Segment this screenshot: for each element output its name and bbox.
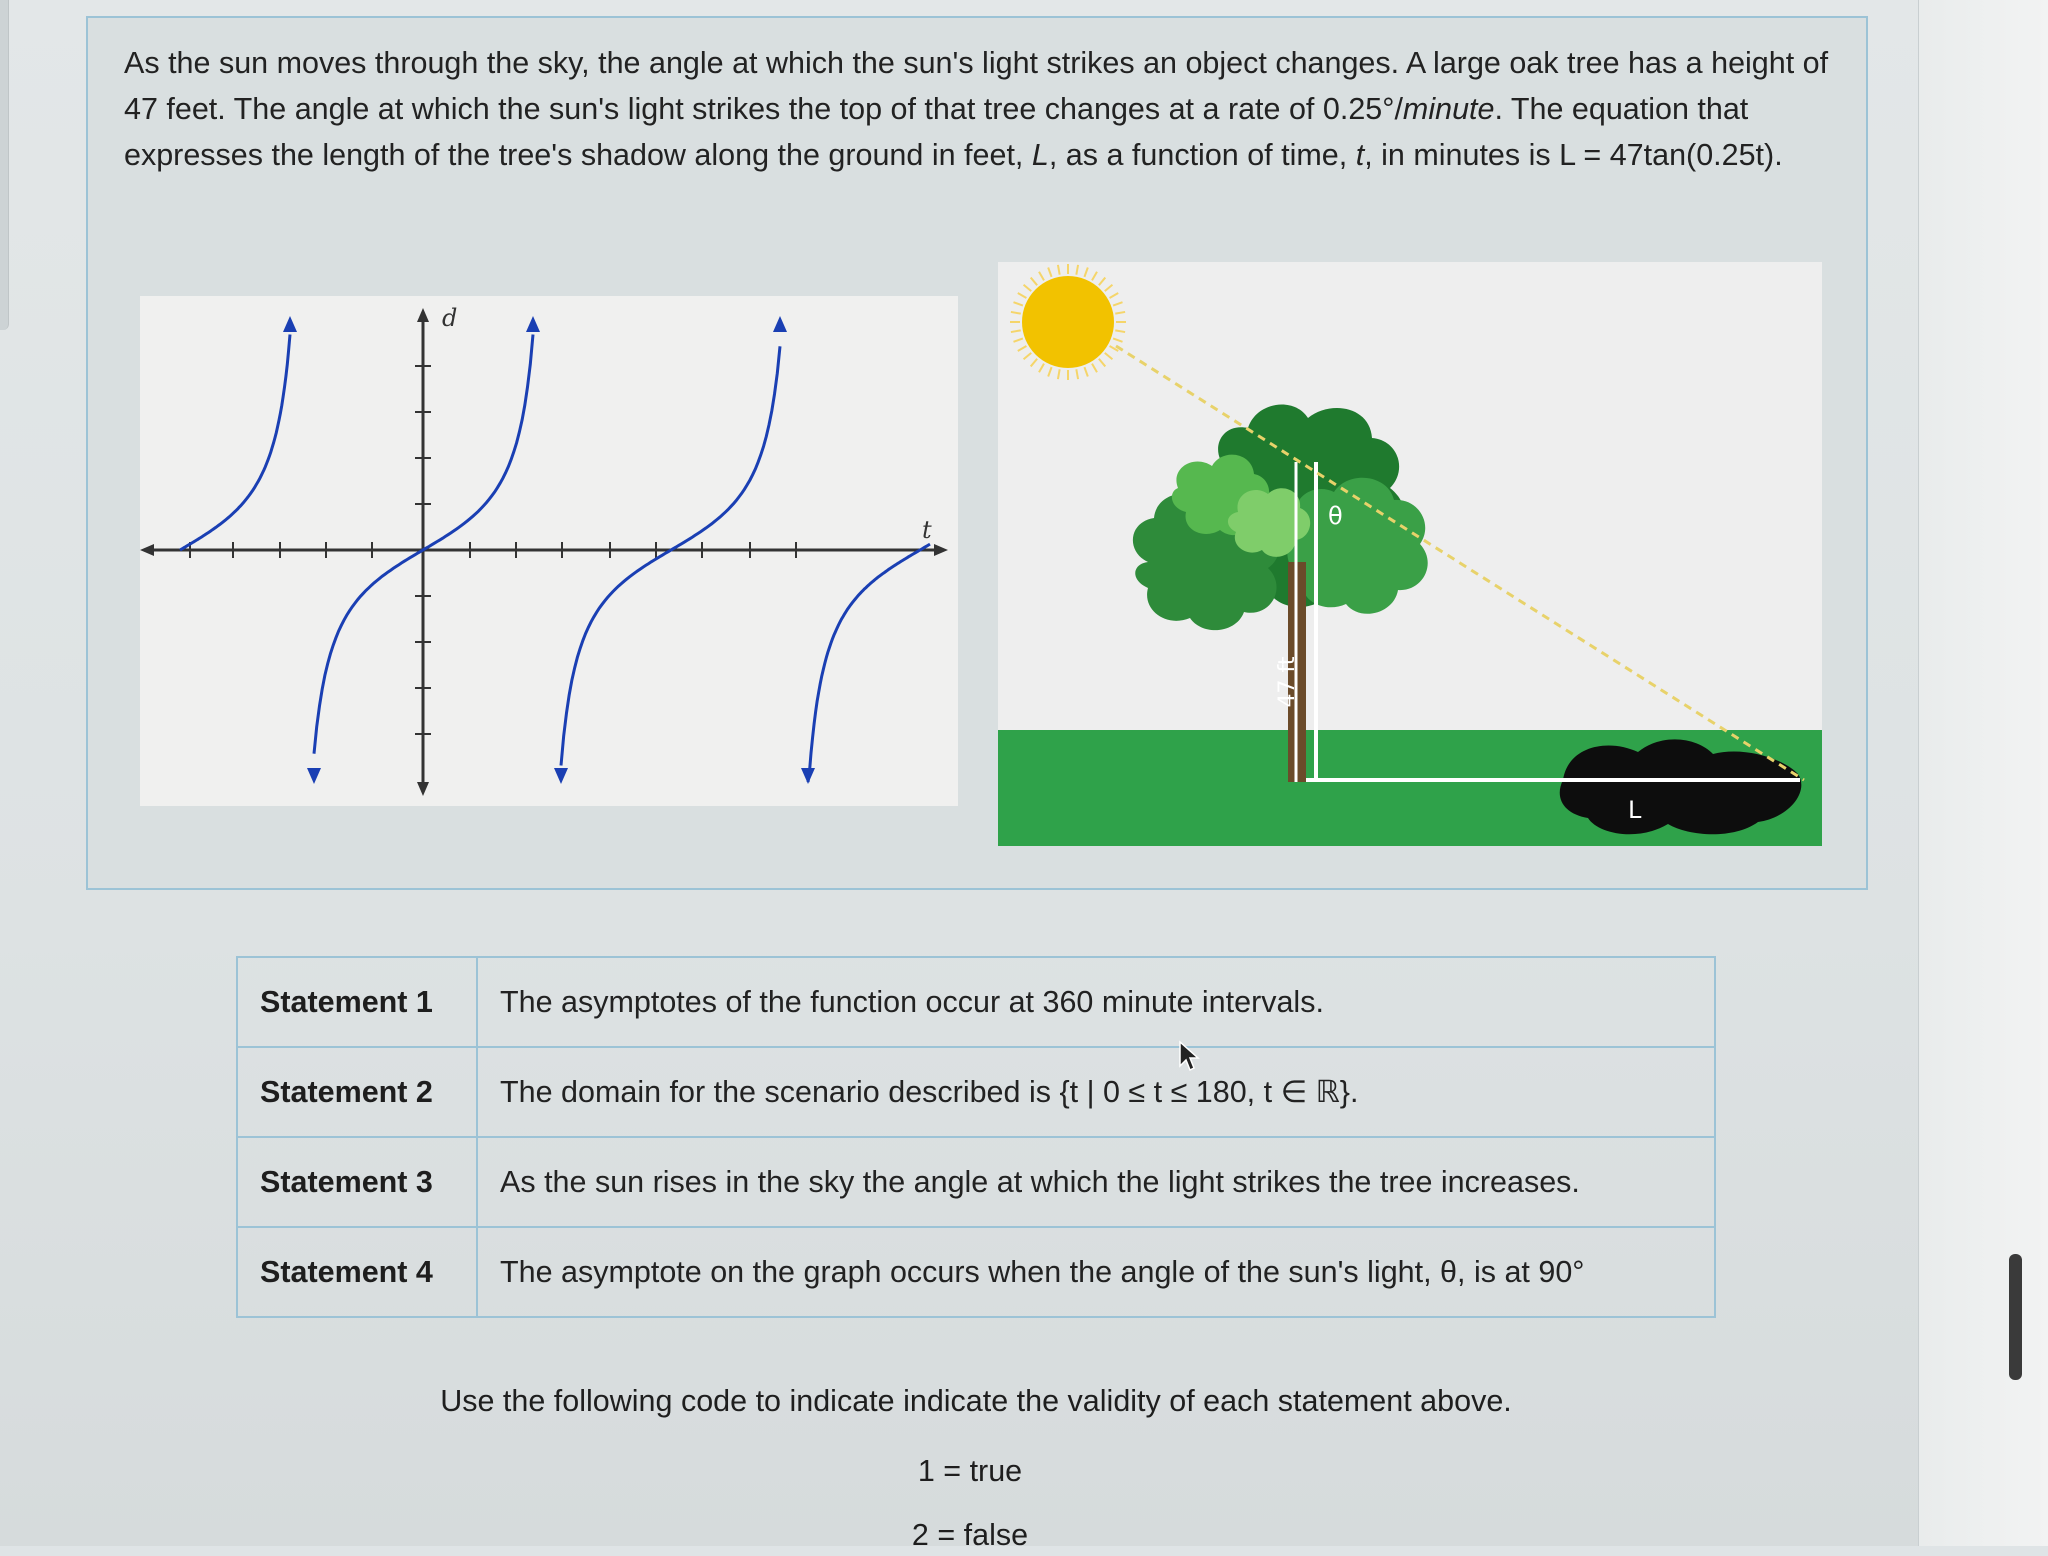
variable-L: L: [1031, 138, 1049, 172]
statement-row-2: [237, 1047, 1715, 1137]
problem-text-part1: As the sun moves through the sky, the angle at which the sun's light strikes an object changes. A large oak tree has a height of 47 feet. The angle at which the sun's light strikes the top of that tree changes at a rate of 0.25°/: [124, 46, 1829, 126]
y-axis-label: d: [442, 304, 458, 332]
y-axis-arrow-top: [417, 308, 429, 322]
statement-row-3: [237, 1137, 1715, 1227]
statement-text-1: The asymptotes of the function occur at 360 minute intervals.: [477, 957, 1715, 1047]
statement-label-3: Statement 3: [237, 1137, 477, 1227]
statement-text-4: The asymptote on the graph occurs when the angle of the sun's light, θ, is at 90°: [477, 1227, 1715, 1317]
mouse-cursor-icon: [1178, 1040, 1204, 1074]
rate-unit: minute: [1402, 92, 1495, 126]
problem-text-part3: , as a function of time,: [1048, 138, 1356, 172]
code-true: 1 = true: [917, 1454, 1023, 1488]
y-axis-arrow-bottom: [417, 782, 429, 796]
instructions-text: Use the following code to indicate indicate the validity of each statement above.: [440, 1384, 1512, 1418]
problem-text-part5: .: [1774, 138, 1783, 172]
statement-label-2: Statement 2: [237, 1047, 477, 1137]
illustration-svg: [998, 262, 1822, 846]
curve-arrow-down: [801, 768, 815, 784]
statement-label-1: Statement 1: [237, 957, 477, 1047]
curve-arrow-up: [283, 316, 297, 332]
code-false: 2 = false: [911, 1518, 1029, 1552]
sun-icon: [1022, 276, 1114, 368]
left-window-edge: [0, 0, 9, 330]
tangent-branch-1: [180, 335, 290, 551]
statements-table: [236, 956, 1716, 1318]
problem-text-part4: , in minutes is: [1364, 138, 1560, 172]
angle-label: θ: [1328, 502, 1343, 530]
curve-arrow-up: [526, 316, 540, 332]
equation: L = 47tan(0.25t): [1559, 138, 1775, 172]
right-scroll-area: [1918, 0, 2048, 1546]
scrollbar-thumb[interactable]: [2009, 1254, 2022, 1380]
curve-arrow-down: [554, 768, 568, 784]
problem-text-part2: . The equation that expresses the length of the tree's shadow along the ground in feet,: [124, 92, 1749, 172]
tangent-branch-4: [808, 544, 930, 782]
statement-row-4: [237, 1227, 1715, 1317]
height-label: 47 ft: [1275, 656, 1300, 708]
tangent-branch-3: [561, 346, 780, 765]
variable-t: t: [1355, 138, 1365, 172]
problem-statement: [124, 40, 1844, 178]
x-axis-label: t: [922, 516, 932, 544]
statements-table-body: [237, 957, 1715, 1317]
tree-shadow-illustration: [998, 262, 1822, 846]
tangent-graph-svg: [140, 296, 958, 806]
tangent-graph: [140, 296, 958, 806]
statement-text-3: As the sun rises in the sky the angle at which the light strikes the tree increases.: [477, 1137, 1715, 1227]
x-axis-arrow-right: [934, 544, 948, 556]
statement-text-2: The domain for the scenario described is {t | 0 ≤ t ≤ 180, t ∈ ℝ}.: [477, 1047, 1715, 1137]
statement-label-4: Statement 4: [237, 1227, 477, 1317]
curve-arrow-down: [307, 768, 321, 784]
x-axis-arrow-left: [140, 544, 154, 556]
statement-row-1: [237, 957, 1715, 1047]
curve-arrow-up: [773, 316, 787, 332]
shadow-label: L: [1628, 796, 1642, 824]
